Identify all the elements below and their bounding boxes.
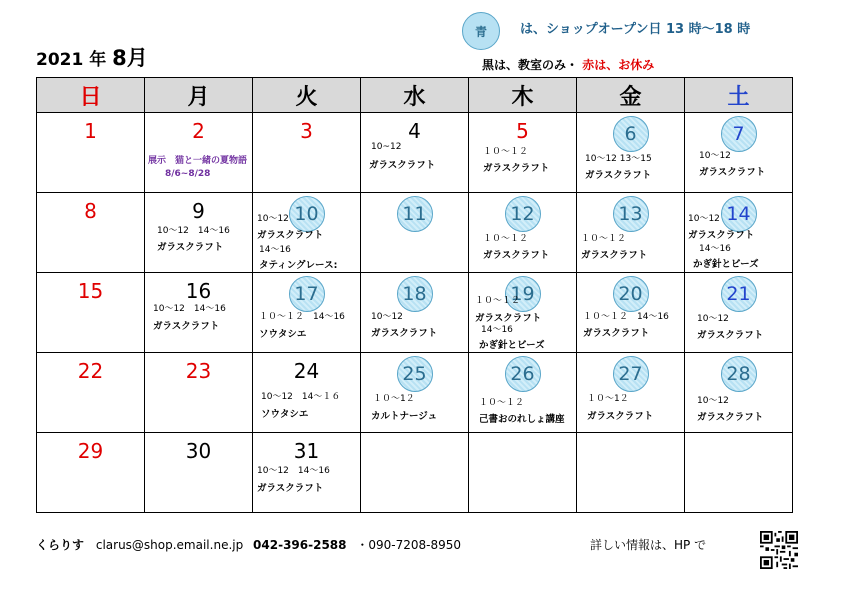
event-time: 10～12 [688, 214, 720, 224]
day-cell-7 [685, 113, 793, 193]
open-day-circle: 18 [397, 276, 433, 312]
qr-code-icon[interactable] [760, 531, 798, 569]
day-cell-25 [361, 353, 469, 433]
day-cell-18 [361, 273, 469, 353]
day-cell-23 [145, 353, 253, 433]
shop-email[interactable]: clarus@shop.email.ne.jp [95, 538, 244, 552]
event-class: ガラスクラフト [369, 160, 436, 171]
weekday-header-row [37, 78, 793, 113]
event-time-2: 14～16 [699, 244, 731, 254]
day-number: 3 [300, 119, 313, 143]
event-class: ガラスクラフト [697, 412, 764, 423]
day-cell-2 [145, 113, 253, 193]
week-row [37, 193, 793, 273]
event-time: １０～1２ [587, 394, 629, 404]
day-cell-28 [685, 353, 793, 433]
day-cell-22 [37, 353, 145, 433]
event-class: ガラスクラフト [475, 313, 542, 324]
weekday-sat: 土 [685, 78, 793, 113]
event-class: ガラスクラフト [581, 250, 648, 261]
event-time: １０～１２ [483, 234, 529, 244]
week-row [37, 353, 793, 433]
event-time: １０～１２ 14～16 [583, 312, 669, 322]
day-cell-30 [145, 433, 253, 513]
day-number: 31 [293, 439, 320, 463]
event-class: ガラスクラフト [371, 328, 438, 339]
legend-open-circle: 青 [462, 12, 500, 50]
open-day-circle: 25 [397, 356, 433, 392]
day-cell-24 [253, 353, 361, 433]
event-time: 10～12 14～16 [153, 304, 226, 314]
event-time: 10～12 14～１６ [261, 392, 341, 402]
event-class: ガラスクラフト [697, 330, 764, 341]
event-class: ガラスクラフト [587, 411, 654, 422]
day-number: 22 [77, 359, 104, 383]
hp-info: 詳しい情報は、HP で [590, 538, 707, 552]
event-time-2: 14～16 [259, 245, 291, 255]
shop-phone: 042-396-2588 [253, 538, 347, 552]
weekday-mon: 月 [145, 78, 253, 113]
weekday-fri: 金 [577, 78, 685, 113]
open-day-circle: 10 [289, 196, 325, 232]
legend-black-text: 黒は、教室のみ・ [482, 58, 579, 72]
exhibition-title: 展示 猫と一緒の夏物語 [148, 156, 248, 166]
empty-cell [685, 433, 793, 513]
day-number: 29 [77, 439, 104, 463]
day-cell-9 [145, 193, 253, 273]
open-day-circle: 19 [505, 276, 541, 312]
event-class: ソウタシエ [259, 329, 307, 340]
event-time: １０～１２ [483, 147, 529, 157]
event-time: 10～12 14～16 [157, 226, 230, 236]
event-class: ガラスクラフト [483, 250, 550, 261]
event-class-2: かぎ針とビーズ [693, 259, 759, 270]
event-class: ガラスクラフト [153, 321, 220, 332]
open-day-circle: 14 [721, 196, 757, 232]
event-class: ガラスクラフト [688, 230, 755, 241]
event-class: カルトナージュ [371, 411, 438, 422]
day-cell-12 [469, 193, 577, 273]
weekday-wed: 水 [361, 78, 469, 113]
calendar-table [36, 77, 793, 513]
day-cell-14 [685, 193, 793, 273]
open-day-circle: 28 [721, 356, 757, 392]
event-class: ガラスクラフト [583, 328, 650, 339]
event-class-2: かぎ針とビーズ [479, 340, 545, 351]
open-day-circle: 27 [613, 356, 649, 392]
day-cell-27 [577, 353, 685, 433]
legend-red-text: 赤は、お休み [582, 58, 655, 72]
weekday-thu: 木 [469, 78, 577, 113]
event-time: 10~12 [371, 142, 402, 152]
legend-open-text: は、ショップオープン日 13 時～18 時 [520, 22, 751, 37]
shop-name: くらりす [36, 538, 85, 552]
day-number: 4 [408, 119, 421, 143]
month-label: 8月 [112, 46, 148, 70]
open-day-circle: 11 [397, 196, 433, 232]
open-day-circle: 12 [505, 196, 541, 232]
day-cell-21 [685, 273, 793, 353]
exhibition-dates: 8/6~8/28 [165, 169, 211, 179]
day-number: 5 [516, 119, 529, 143]
week-row [37, 113, 793, 193]
weekday-sun: 日 [37, 78, 145, 113]
event-time: １０～１２ [581, 234, 627, 244]
event-time: 10～12 [697, 396, 729, 406]
event-class: ガラスクラフト [585, 170, 652, 181]
day-number: 1 [84, 119, 97, 143]
day-cell-11 [361, 193, 469, 273]
year-label: 2021 年 [36, 50, 107, 70]
day-number: 23 [185, 359, 212, 383]
open-day-circle: 13 [613, 196, 649, 232]
event-class: ガラスクラフト [699, 167, 766, 178]
event-time: 10～12 [697, 314, 729, 324]
open-day-circle: 21 [721, 276, 757, 312]
event-class: ガラスクラフト [257, 230, 324, 241]
day-number: 15 [77, 279, 104, 303]
day-cell-16 [145, 273, 253, 353]
event-time: 10～12 [371, 312, 403, 322]
empty-cell [469, 433, 577, 513]
event-class: ガラスクラフト [157, 242, 224, 253]
event-time: １０～1２ [373, 394, 415, 404]
day-cell-17 [253, 273, 361, 353]
day-cell-13 [577, 193, 685, 273]
day-number: 16 [185, 279, 212, 303]
event-time: １０～１２ 14～16 [259, 312, 345, 322]
day-cell-8 [37, 193, 145, 273]
open-day-circle: 17 [289, 276, 325, 312]
event-time: 10～12 14～16 [257, 466, 330, 476]
day-cell-29 [37, 433, 145, 513]
day-cell-5 [469, 113, 577, 193]
open-day-circle: 26 [505, 356, 541, 392]
event-class: ソウタシエ [261, 409, 309, 420]
event-time: 10～12 13～15 [585, 154, 652, 164]
legend-class-holiday [482, 56, 654, 73]
open-day-circle: 20 [613, 276, 649, 312]
open-day-circle: 6 [613, 116, 649, 152]
day-cell-4 [361, 113, 469, 193]
event-time: 10～12 [257, 214, 289, 224]
day-number: 9 [192, 199, 205, 223]
event-class: 己書おのれしょ講座 [479, 414, 565, 425]
empty-cell [577, 433, 685, 513]
calendar-year-month [36, 42, 148, 72]
day-cell-20 [577, 273, 685, 353]
day-cell-10 [253, 193, 361, 273]
weekday-tue: 火 [253, 78, 361, 113]
event-time: １０～１２ [479, 398, 525, 408]
footer-contact [36, 536, 461, 553]
empty-cell [361, 433, 469, 513]
week-row [37, 273, 793, 353]
day-number: 8 [84, 199, 97, 223]
day-cell-6 [577, 113, 685, 193]
day-cell-3 [253, 113, 361, 193]
week-row [37, 433, 793, 513]
event-class-2: タティングレース: [259, 260, 338, 271]
day-number: 2 [192, 119, 205, 143]
day-cell-31 [253, 433, 361, 513]
event-time: 10～12 [699, 151, 731, 161]
day-cell-19 [469, 273, 577, 353]
event-class: ガラスクラフト [483, 163, 550, 174]
open-day-circle: 7 [721, 116, 757, 152]
event-time: １０～１２ [475, 296, 521, 306]
shop-mobile: ・090-7208-8950 [356, 538, 461, 552]
event-time-2: 14～16 [481, 325, 513, 335]
day-number: 24 [293, 359, 320, 383]
day-cell-15 [37, 273, 145, 353]
day-cell-1 [37, 113, 145, 193]
event-class: ガラスクラフト [257, 483, 324, 494]
day-cell-26 [469, 353, 577, 433]
day-number: 30 [185, 439, 212, 463]
